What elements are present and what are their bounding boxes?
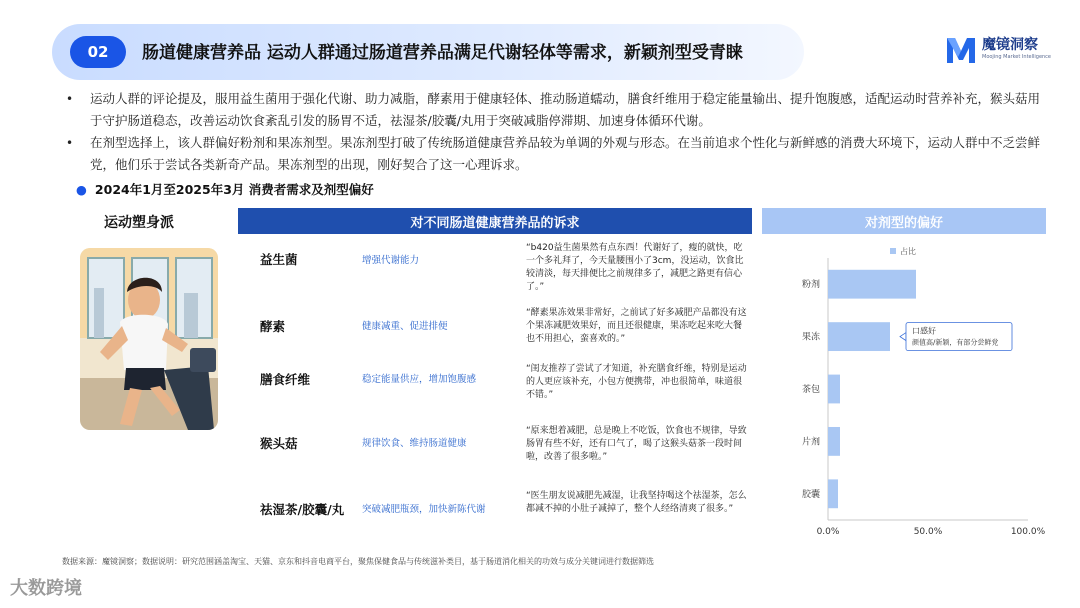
logo-tagline: Moojing Market Intelligence: [982, 54, 1052, 60]
product-appeal: 规律饮食、维持肠道健康: [362, 438, 467, 449]
product-appeal: 增强代谢能力: [362, 255, 420, 266]
product-name: 祛湿茶/胶囊/丸: [260, 502, 345, 517]
section-number-badge: 02: [70, 36, 126, 68]
bar: [828, 270, 916, 299]
bullet-symbol: •: [66, 92, 74, 106]
bar: [828, 479, 838, 508]
product-appeal: 稳定能量供应，增加饱腹感: [362, 374, 477, 385]
table-row: [240, 238, 752, 308]
watermark: 大数跨境: [10, 578, 82, 599]
summary-bullets: [62, 88, 1042, 176]
appeal-table-header: 对不同肠道健康营养品的诉求: [238, 208, 752, 234]
product-name: 酵素: [260, 319, 286, 334]
consumer-quote: “闺友推荐了尝试了才知道，补充膳食纤维，特别是运动的人更应该补充，小包方便携带，冲也很简单，味道很不错。”: [526, 364, 747, 400]
section-title: 2024年1月至2025年3月 消费者需求及剂型偏好: [94, 182, 374, 197]
bullet-symbol: •: [66, 136, 74, 150]
product-name: 益生菌: [260, 252, 298, 267]
bullet-item: [62, 88, 1042, 132]
persona-label: 运动塑身派: [104, 215, 174, 231]
category-label: 果冻: [801, 332, 820, 343]
consumer-quote: “b420益生菌果然有点东西！代谢好了，瘦的就快，吃一个多礼拜了，今天量腰围小了3cm，没运动，饮食比较清淡，每天排便比之前规律多了，减肥之路更有信心了。”: [526, 243, 744, 292]
table-row: [240, 424, 752, 494]
section-heading: [76, 180, 374, 198]
logo-name: 魔镜洞察: [982, 37, 1038, 53]
runner-illustration: [80, 248, 218, 430]
bar: [828, 375, 840, 404]
bar: [828, 427, 840, 456]
product-appeal: 健康减重、促进排便: [362, 321, 448, 332]
callout-text: 颜值高/新颖，有部分尝鲜党: [912, 338, 999, 347]
consumer-quote: “原来想着减肥，总是晚上不吃饭，饮食也不规律，导致肠胃有些不好，还有口气了，喝了这猴头菇茶一段时间啦，改善了很多啦。”: [526, 426, 747, 462]
logo-icon: [944, 32, 978, 66]
section-bullet: ●: [76, 182, 87, 197]
legend-swatch: [890, 248, 896, 254]
category-label: 茶包: [801, 385, 820, 395]
category-label: 粉剂: [801, 280, 820, 291]
chart-title: 对剂型的偏好: [762, 208, 1046, 234]
table-row: [240, 488, 752, 558]
product-name: 膳食纤维: [260, 372, 311, 387]
brand-logo: [944, 32, 1054, 68]
callout-title: 口感好: [912, 326, 936, 336]
x-tick-label: 0.0%: [816, 527, 840, 537]
callout-pointer: [900, 333, 906, 341]
page-title: 肠道健康营养品 运动人群通过肠道营养品满足代谢轻体等需求，新颖剂型受青睐: [142, 43, 743, 63]
dosage-preference-chart: [762, 236, 1046, 548]
bullet-text: 运动人群的评论提及，服用益生菌用于强化代谢、助力减脂，酵素用于健康轻体、推动肠道蠕动，膳食纤维用于稳定能量输出、提升饱腹感，适配运动时营养补充，猴头菇用于守护肠道稳态，改善运动饮食紊乱引发的肠胃不适，祛湿茶/胶囊/丸用于突破减脂停滞期、加速身体循环代谢。: [90, 91, 1041, 128]
product-appeal: 突破减肥瓶颈，加快新陈代谢: [362, 504, 486, 515]
legend-label: 占比: [900, 247, 916, 256]
bullet-item: [62, 132, 1042, 176]
bar: [828, 322, 890, 351]
category-label: 片剂: [801, 437, 820, 448]
data-source-note: 数据来源：魔镜洞察；数据说明：研究范围涵盖淘宝、天猫、京东和抖音电商平台，聚焦保健食品与传统滋补类目，基于肠道消化相关的功效与成分关键词进行数据筛选: [62, 557, 654, 566]
x-tick-label: 100.0%: [1010, 527, 1046, 537]
bullet-text: 在剂型选择上，该人群偏好粉剂和果冻剂型。果冻剂型打破了传统肠道健康营养品较为单调的外观与形态。在当前追求个性化与新鲜感的消费大环境下，运动人群中不乏尝鲜党，他们乐于尝试各类新奇产品。果冻剂型的出现，刚好契合了这一心理诉求。: [90, 135, 1041, 172]
consumer-quote: “酵素果冻效果非常好，之前试了好多减肥产品都没有这个果冻减肥效果好，而且还很健康，果冻吃起来吃大餐也不用担心，蛮喜欢的。”: [526, 308, 747, 344]
x-tick-label: 50.0%: [913, 527, 943, 537]
product-name: 猴头菇: [260, 436, 298, 451]
consumer-quote: “医生朋友说减肥先减湿，让我坚持喝这个祛湿茶，怎么都减不掉的小肚子减掉了，整个人经络清爽了很多。”: [526, 491, 747, 514]
category-label: 胶囊: [801, 489, 820, 500]
